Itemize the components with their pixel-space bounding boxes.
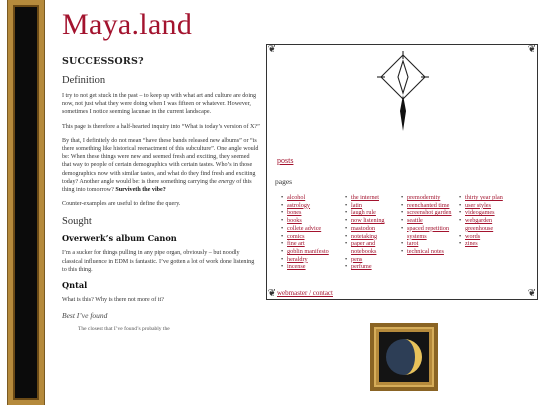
star-ornament-icon — [375, 51, 431, 133]
page-link[interactable]: • now listening — [345, 217, 401, 225]
page-link[interactable]: • paper and notebooks — [345, 240, 401, 255]
pages-list-col-2 — [345, 194, 401, 271]
page-link[interactable]: • perfume — [345, 263, 401, 271]
page-link[interactable]: • heraldry — [281, 256, 341, 264]
page-link[interactable]: • notetaking — [345, 233, 401, 241]
page-link[interactable]: • user styles — [459, 202, 515, 210]
page-link[interactable]: • screenshot garden — [401, 209, 457, 217]
item-title: Overwerk’s album Canon — [62, 233, 177, 244]
page-link[interactable]: • reenchanted time — [401, 202, 457, 210]
paragraph-text: By that, I definitely do not mean “have these bands released new albums” or “is there something like historical reenactment of this subculture”. One angle would be: When these things were new and seemed fresh and exciting, they seemed that way to people of certain demographics with certain tastes. Who’s in those demographics now with similar tastes, and what do they find fresh and exciting today? Another angle would be: is there something carrying the — [62, 137, 259, 185]
page-link[interactable]: • comics — [281, 233, 341, 241]
page-link[interactable]: • latin — [345, 202, 401, 210]
pages-list-col-3 — [401, 194, 457, 256]
main-content — [62, 0, 260, 405]
trailing-text: The closest that I’ve found’s probably the — [78, 326, 170, 333]
page-link[interactable]: • fine art — [281, 240, 341, 248]
page-link[interactable]: • zines — [459, 240, 515, 248]
page-link[interactable]: • alcohol — [281, 194, 341, 202]
page-title: SUCCESSORS? — [62, 56, 144, 67]
corner-ornament-icon: ❦ — [527, 44, 537, 55]
page-link[interactable]: • incense — [281, 263, 341, 271]
page-link[interactable]: • thirty year plan — [459, 194, 515, 202]
navigation-panel — [266, 44, 538, 300]
paragraph: Counter-examples are useful to define the query. — [62, 201, 181, 208]
paragraph: This page is therefore a half-hearted inquiry into “What is today’s version of X?” — [62, 123, 260, 130]
page-link[interactable]: • bones — [281, 209, 341, 217]
paragraph-text: of this thing into tomorrow? — [62, 178, 252, 194]
page-link[interactable]: • seattle — [401, 217, 457, 225]
page-link[interactable]: • webgarden greenhouse — [459, 217, 515, 232]
posts-link[interactable]: posts — [277, 156, 294, 165]
paragraph: I try to not get stuck in the past – to keep up with what art and culture are doing now, not just what they were doing when I was fifteen or whatever. However, sometimes I notice seeming lacunae in the current landscape. — [62, 93, 257, 116]
item-text: What is this? Why is there not more of it? — [62, 297, 164, 304]
pages-list-col-1 — [281, 194, 341, 271]
emphasis-text: energy — [218, 178, 235, 185]
page-link[interactable]: • spaced repetition systems — [401, 225, 457, 240]
bold-text: Surviveth the vibe? — [115, 187, 166, 194]
page-link[interactable]: • mastodon — [345, 225, 401, 233]
pages-heading: pages — [275, 177, 293, 186]
sought-heading: Sought — [62, 216, 92, 228]
moon-icon — [379, 332, 429, 382]
definition-heading: Definition — [62, 75, 106, 86]
item-text: I’m a sucker for things pulling in any pipe organ, obviously – but noodly classical influence in EDM is fantastic. I’ve gotten a lot of work done listening to this thing. — [62, 250, 255, 273]
page-link[interactable]: • collete advice — [281, 225, 341, 233]
moon-image — [379, 332, 429, 382]
page-link[interactable]: • pens — [345, 256, 401, 264]
site-title[interactable]: Maya.land — [62, 8, 193, 41]
page-link[interactable]: • technical notes — [401, 248, 457, 256]
page-link[interactable]: • premodernity — [401, 194, 457, 202]
page-link[interactable]: • videogames — [459, 209, 515, 217]
webmaster-contact-link[interactable]: webmaster / contact — [277, 289, 333, 297]
corner-ornament-icon: ❦ — [267, 288, 277, 299]
page-link[interactable]: • tarot — [401, 240, 457, 248]
page-link[interactable]: • words — [459, 233, 515, 241]
best-found-heading: Best I’ve found — [62, 311, 108, 321]
page-link[interactable]: • laugh rule — [345, 209, 401, 217]
page-link[interactable]: • goblin manifesto — [281, 248, 341, 256]
item-title: Qntal — [62, 280, 88, 291]
page-link[interactable]: • astrology — [281, 202, 341, 210]
corner-ornament-icon: ❦ — [267, 44, 277, 55]
moon-image-frame — [370, 323, 438, 391]
corner-ornament-icon: ❦ — [527, 288, 537, 299]
page-link[interactable]: • books — [281, 217, 341, 225]
page-link[interactable]: • the internet — [345, 194, 401, 202]
pages-list-col-4 — [459, 194, 515, 248]
gilded-pillar — [8, 0, 44, 405]
paragraph — [62, 137, 260, 194]
